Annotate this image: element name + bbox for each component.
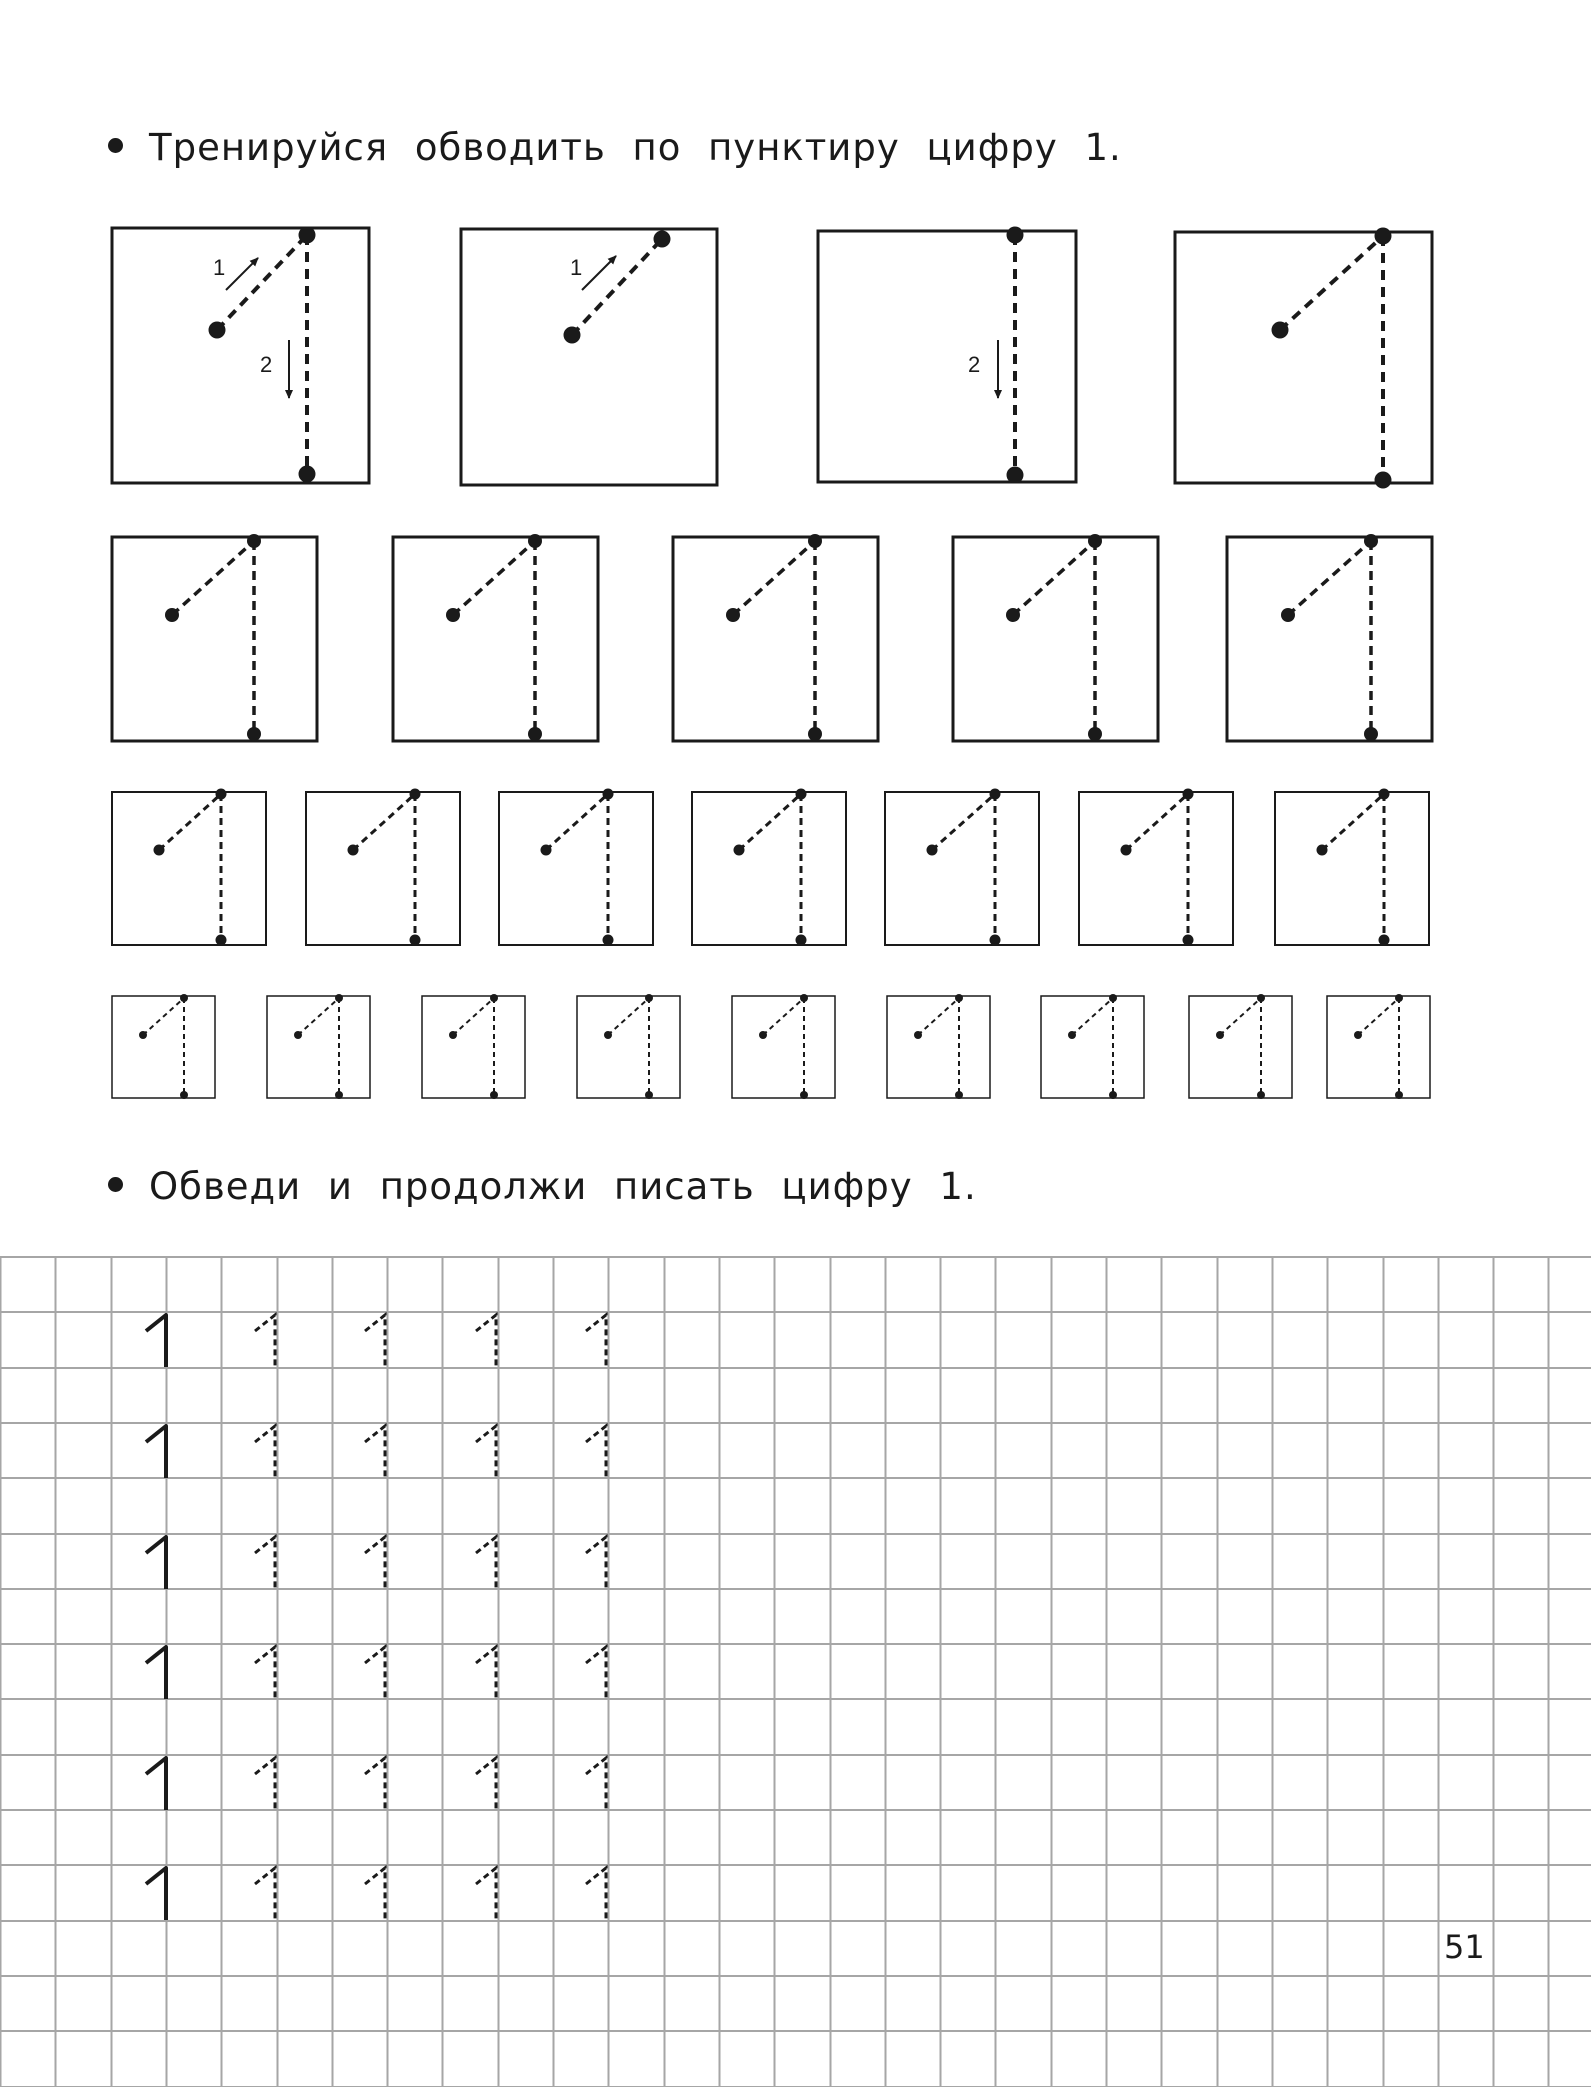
writing-grid — [0, 1256, 1591, 2087]
dashed-digit-one — [255, 1647, 275, 1699]
dashed-digit-one — [255, 1868, 275, 1920]
dashed-digit-one — [586, 1758, 606, 1810]
dashed-digit-one — [365, 1647, 385, 1699]
trace-box — [732, 994, 835, 1099]
dashed-digit-one — [365, 1426, 385, 1478]
dashed-digit-one — [586, 1537, 606, 1589]
dashed-digit-one — [365, 1537, 385, 1589]
trace-box — [393, 534, 598, 741]
instruction-write — [108, 1165, 977, 1208]
dashed-digit-one — [586, 1315, 606, 1367]
trace-box — [1275, 789, 1429, 946]
dashed-digit-one — [476, 1537, 496, 1589]
trace-box — [306, 789, 460, 946]
trace-box — [885, 789, 1039, 946]
trace-box — [577, 994, 680, 1099]
demo-box-2 — [461, 229, 717, 485]
sample-digit-one — [146, 1758, 166, 1810]
arrow-up-right-icon — [226, 258, 258, 290]
dashed-digit-one — [255, 1315, 275, 1367]
demo-box-4 — [1175, 228, 1432, 489]
trace-box — [1327, 994, 1430, 1099]
step-label-1: 1 — [213, 255, 226, 280]
dashed-digit-one — [586, 1426, 606, 1478]
trace-box — [1079, 789, 1233, 946]
dashed-digit-one — [365, 1868, 385, 1920]
dashed-digit-one — [365, 1315, 385, 1367]
trace-box — [1227, 534, 1432, 741]
page-number: 51 — [1440, 1928, 1489, 1966]
trace-box — [887, 994, 990, 1099]
dashed-digit-one — [476, 1426, 496, 1478]
dashed-digit-one — [365, 1758, 385, 1810]
bullet-icon — [108, 1177, 123, 1192]
arrow-up-right-icon — [582, 256, 616, 290]
trace-box — [1189, 994, 1292, 1099]
dashed-digit-one — [255, 1758, 275, 1810]
dashed-digit-one — [476, 1647, 496, 1699]
sample-digit-one — [146, 1647, 166, 1699]
dashed-digit-one — [255, 1426, 275, 1478]
grid-lines — [0, 1256, 1591, 2087]
dashed-digit-one — [586, 1868, 606, 1920]
trace-box — [953, 534, 1158, 741]
demo-box-1 — [112, 227, 369, 484]
dashed-digit-one — [586, 1647, 606, 1699]
trace-box — [499, 789, 653, 946]
trace-box — [112, 534, 317, 741]
trace-box — [673, 534, 878, 741]
step-label-2: 2 — [260, 352, 273, 377]
dashed-digit-one — [476, 1868, 496, 1920]
trace-box — [422, 994, 525, 1099]
step-label-2: 2 — [968, 352, 981, 377]
dashed-digit-one — [476, 1758, 496, 1810]
step-label-1: 1 — [570, 255, 583, 280]
trace-box — [692, 789, 846, 946]
trace-box — [1041, 994, 1144, 1099]
sample-digit-one — [146, 1315, 166, 1367]
dashed-digit-one — [476, 1315, 496, 1367]
sample-digit-one — [146, 1868, 166, 1920]
grid-digits — [146, 1315, 606, 1920]
dashed-digit-one — [255, 1537, 275, 1589]
sample-digit-one — [146, 1537, 166, 1589]
demo-box-3 — [818, 227, 1076, 484]
instruction-trace-text: Тренируйся обводить по пунктиру цифру 1. — [149, 126, 1122, 169]
trace-box — [112, 994, 215, 1099]
trace-box — [112, 789, 266, 946]
sample-digit-one — [146, 1426, 166, 1478]
trace-box — [267, 994, 370, 1099]
instruction-write-text: Обведи и продолжи писать цифру 1. — [149, 1165, 977, 1208]
